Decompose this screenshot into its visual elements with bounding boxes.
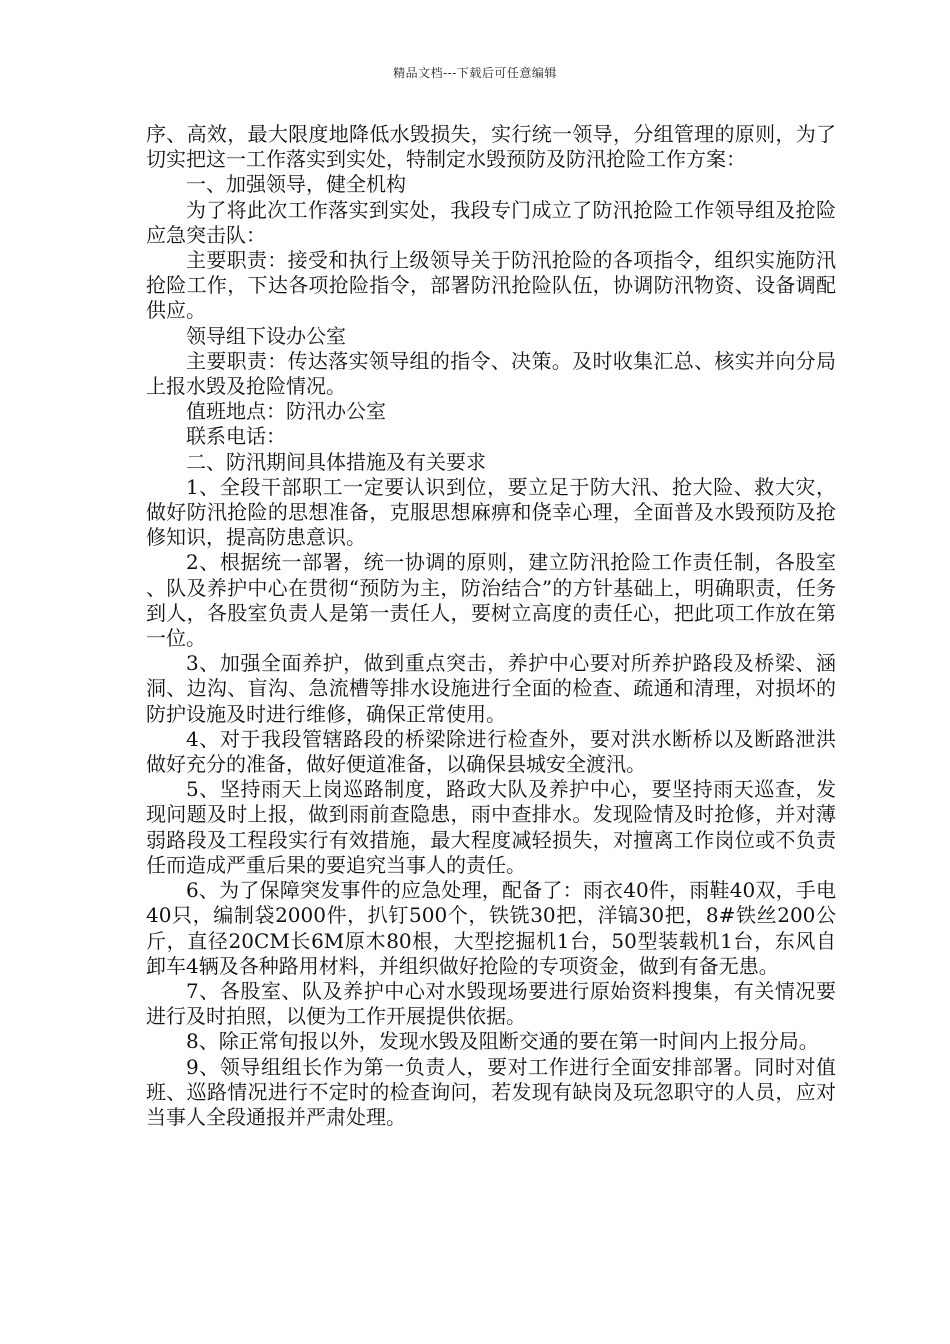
list-item: 1、全段干部职工一定要认识到位，要立足于防大汛、抢大险、救大灾，做好防汛抢险的思想准备，克服思想麻痹和侥幸心理，全面普及水毁预防及抢修知识，提高防患意识。 bbox=[146, 474, 836, 550]
paragraph: 领导组下设办公室 bbox=[186, 323, 346, 348]
page-header: 精品文档---下载后可任意编辑 bbox=[393, 66, 557, 80]
list-item: 5、坚持雨天上岗巡路制度，路政大队及养护中心，要坚持雨天巡查，发现问题及时上报，做到雨前查隐患，雨中查排水。发现险情及时抢修，并对薄弱路段及工程段实行有效措施，最大程度减轻损失，对擅离工作岗位或不负责任而造成严重后果的要追究当事人的责任。 bbox=[146, 777, 836, 877]
document-body bbox=[146, 122, 836, 1130]
list-item: 8、除正常旬报以外，发现水毁及阻断交通的要在第一时间内上报分局。 bbox=[186, 1029, 819, 1054]
list-item: 9、领导组组长作为第一负责人，要对工作进行全面安排部署。同时对值班、巡路情况进行不定时的检查询问，若发现有缺岗及玩忽职守的人员，应对当事人全段通报并严肃处理。 bbox=[146, 1054, 836, 1129]
list-item: 7、各股室、队及养护中心对水毁现场要进行原始资料搜集，有关情况要进行及时拍照，以便为工作开展提供依据。 bbox=[146, 978, 836, 1029]
paragraph: 主要职责：接受和执行上级领导关于防汛抢险的各项指令，组织实施防汛抢险工作，下达各项抢险指令，部署防汛抢险队伍，协调防汛物资、设备调配供应。 bbox=[146, 248, 836, 323]
list-item: 2、根据统一部署，统一协调的原则，建立防汛抢险工作责任制，各股室、队及养护中心在贯彻“预防为主，防治结合”的方针基础上，明确职责，任务到人，各股室负责人是第一责任人，要树立高度的责任心，把此项工作放在第一位。 bbox=[146, 550, 836, 651]
list-item: 4、对于我段管辖路段的桥梁除进行检查外，要对洪水断桥以及断路泄洪做好充分的准备，做好便道准备，以确保县城安全渡汛。 bbox=[146, 726, 836, 777]
paragraph-continuation: 序、高效，最大限度地降低水毁损失，实行统一领导，分组管理的原则，为了切实把这一工作落实到实处，特制定水毁预防及防汛抢险工作方案： bbox=[146, 122, 836, 172]
list-item: 6、为了保障突发事件的应急处理，配备了：雨衣40件，雨鞋40双，手电40只，编制袋2000件，扒钉500个，铁铣30把，洋镐30把，8#铁丝200公斤，直径20CM长6M原木80根，大型挖掘机1台，50型装载机1台，东风自卸车4辆及各种路用材料，并组织做好抢险的专项资金，做到有备无患。 bbox=[146, 878, 836, 978]
paragraph: 联系电话： bbox=[186, 424, 286, 449]
section-heading-2: 二、防汛期间具体措施及有关要求 bbox=[186, 449, 486, 474]
paragraph: 为了将此次工作落实到实处，我段专门成立了防汛抢险工作领导组及抢险应急突击队： bbox=[146, 197, 836, 247]
paragraph: 值班地点：防汛办公室 bbox=[186, 399, 386, 424]
list-item: 3、加强全面养护，做到重点突击，养护中心要对所养护路段及桥梁、涵洞、边沟、盲沟、急流槽等排水设施进行全面的检查、疏通和清理，对损坏的防护设施及时进行维修，确保正常使用。 bbox=[146, 651, 836, 726]
paragraph: 主要职责：传达落实领导组的指令、决策。及时收集汇总、核实并向分局上报水毁及抢险情况。 bbox=[146, 348, 836, 399]
section-heading-1: 一、加强领导，健全机构 bbox=[186, 172, 406, 197]
